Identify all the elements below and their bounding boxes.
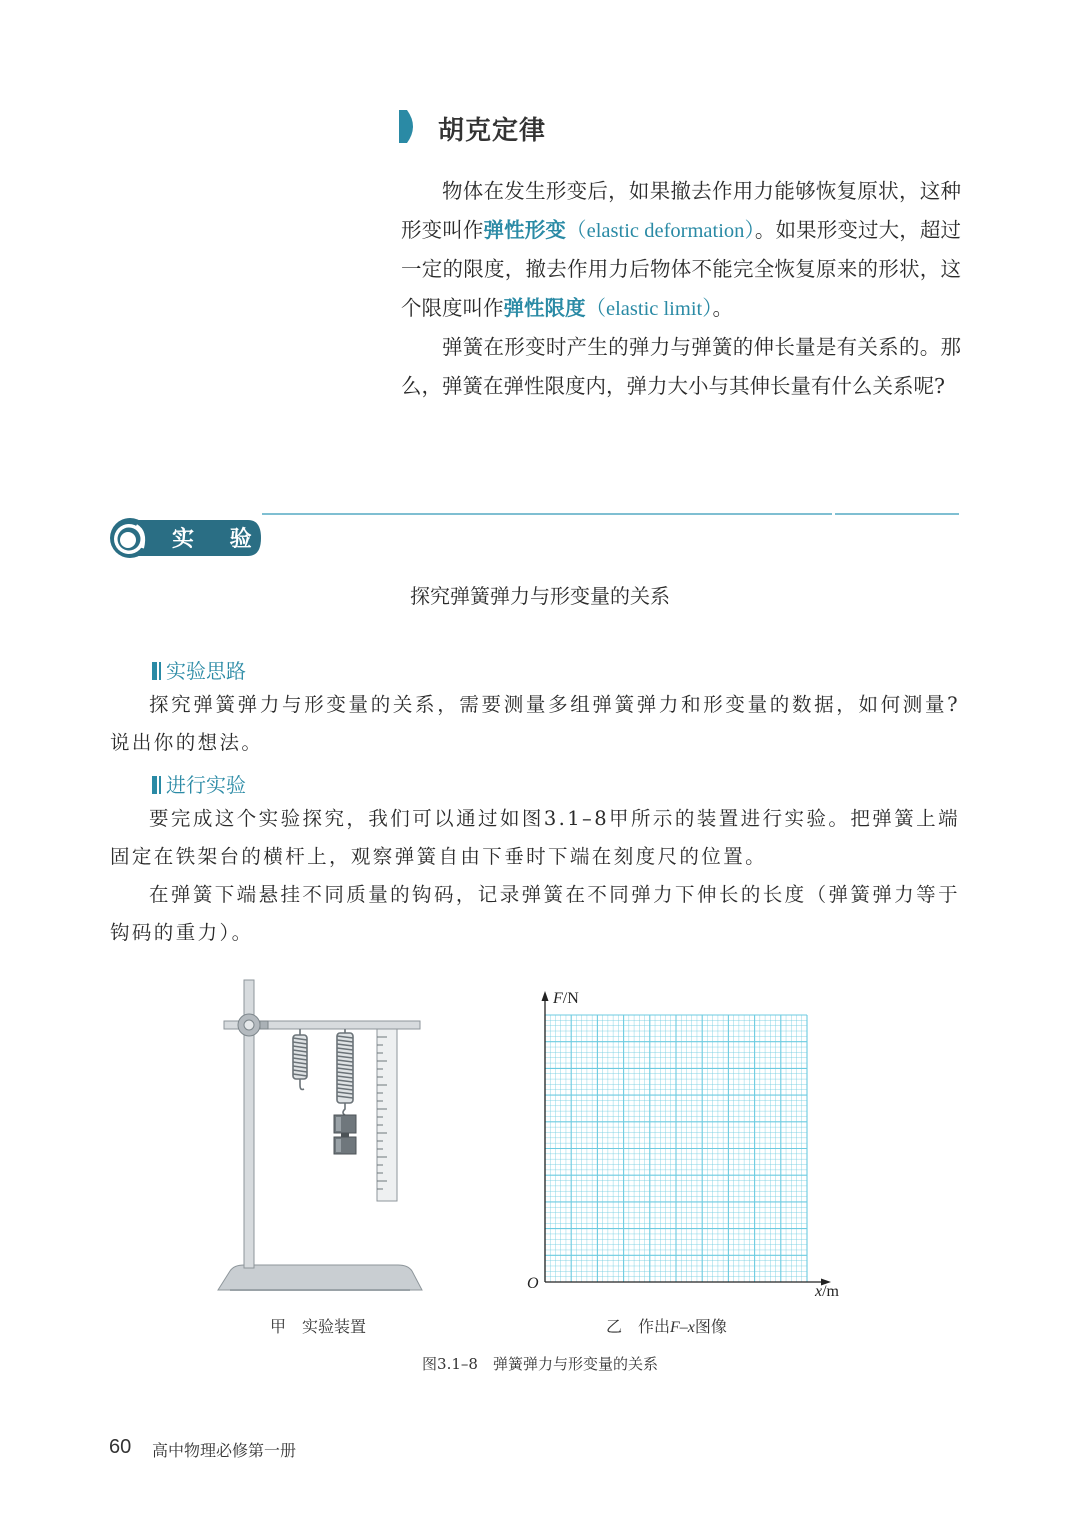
section-title: 胡克定律 bbox=[438, 116, 547, 146]
do-paragraph-2: 在弹簧下端悬挂不同质量的钩码，记录弹簧在不同弹力下伸长的长度（弹簧弹力等于钩码的重力）。 bbox=[110, 883, 960, 944]
english-term: （elastic deformation） bbox=[566, 219, 755, 242]
intro-paragraph-1: 物体在发生形变后，如果撤去作用力能够恢复原状，这种形变叫作弹性形变（elastic deformation）。如果形变过大，超过一定的限度，撤去作用力后物体不能完全恢复原来的形状，这个限度叫作弹性限度（elastic limit）。 bbox=[401, 179, 962, 320]
section-marker-icon bbox=[399, 110, 419, 143]
page-number: 60 bbox=[109, 1436, 132, 1458]
do-text bbox=[110, 800, 960, 952]
right-subcaption: 乙 作出F–x图像 bbox=[606, 1317, 727, 1336]
left-subcaption: 甲 实验装置 bbox=[270, 1317, 367, 1336]
idea-text: 探究弹簧弹力与形变量的关系，需要测量多组弹簧弹力和形变量的数据，如何测量?说出你的想法。 bbox=[110, 693, 960, 754]
intro-text bbox=[401, 172, 961, 405]
x-axis-label: x/m bbox=[815, 1283, 839, 1300]
y-axis-label: F/N bbox=[553, 990, 579, 1007]
book-title: 高中物理必修第一册 bbox=[152, 1441, 297, 1460]
keyword-elastic-deformation: 弹性形变 bbox=[483, 217, 566, 242]
f-x-graph-paper bbox=[520, 985, 860, 1305]
experiment-banner-label: 实 验 bbox=[172, 527, 266, 552]
figure-caption: 图3.1–8 弹簧弹力与形变量的关系 bbox=[422, 1355, 658, 1373]
do-paragraph-1: 要完成这个实验探究，我们可以通过如图3.1–8甲所示的装置进行实验。把弹簧上端固定在铁架台的横杆上，观察弹簧自由下垂时下端在刻度尺的位置。 bbox=[110, 807, 960, 868]
experiment-apparatus-illustration bbox=[210, 975, 430, 1295]
idea-heading: 实验思路 bbox=[152, 655, 246, 684]
origin-label: O bbox=[527, 1275, 539, 1292]
banner-divider bbox=[262, 513, 959, 515]
keyword-elastic-limit: 弹性限度 bbox=[503, 295, 586, 320]
experiment-title: 探究弹簧弹力与形变量的关系 bbox=[410, 584, 670, 608]
do-heading: 进行实验 bbox=[152, 769, 246, 798]
english-term: （elastic limit） bbox=[585, 297, 713, 320]
graph-grid bbox=[545, 1015, 807, 1282]
intro-paragraph-2: 弹簧在形变时产生的弹力与弹簧的伸长量是有关系的。那么，弹簧在弹性限度内，弹力大小与其伸长量有什么关系呢? bbox=[401, 335, 961, 398]
